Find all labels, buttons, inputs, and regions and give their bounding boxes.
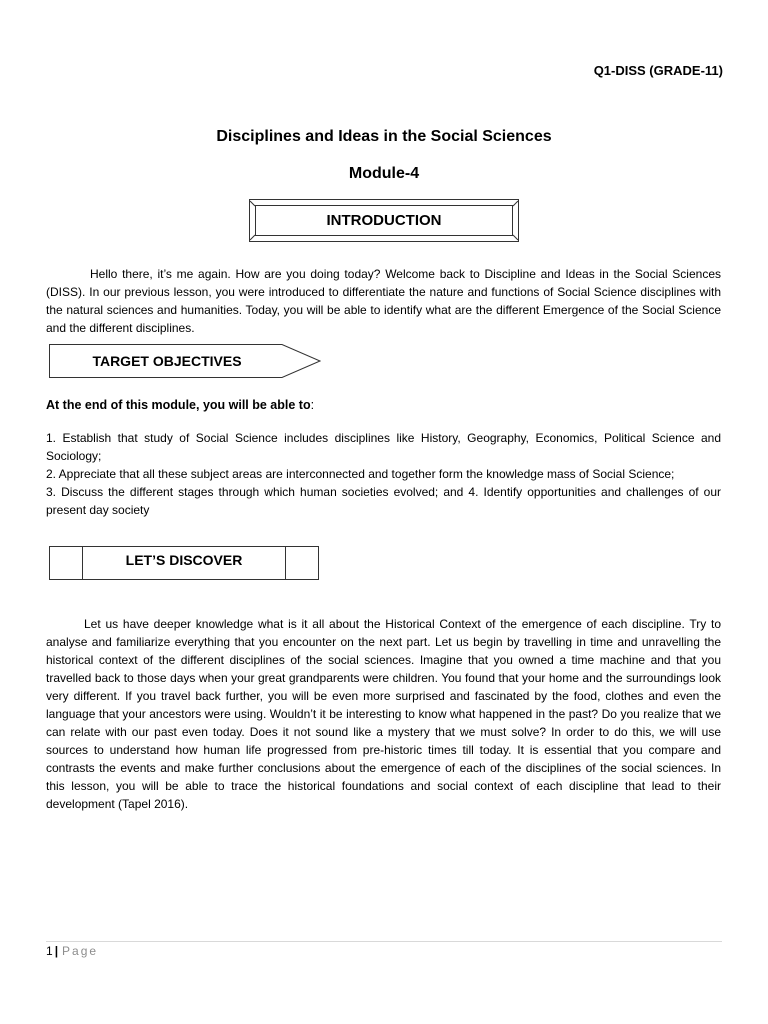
table-cell-right [285,547,318,579]
objectives-lead [46,398,314,412]
objectives-lead-text: At the end of this module, you will be able to [46,398,311,412]
page-footer [46,944,98,958]
target-objectives-arrow [49,344,321,378]
table-cell-left [50,547,83,579]
document-code: Q1-DISS (GRADE-11) [593,63,723,78]
target-objectives-heading: TARGET OBJECTIVES [92,353,242,369]
objectives-list [46,429,721,519]
lets-discover-heading-box [49,546,319,580]
document-title: Disciplines and Ideas in the Social Sciences [216,128,552,145]
lets-discover-heading: LET’S DISCOVER [125,552,243,568]
introduction-text: Hello there, it’s me again. How are you doing today? Welcome back to Discipline and Ideas in the Social Sciences (DISS). In our previous lesson, you were introduced to differentiate the nature and functions of Social Science disciplines with the natural sciences and humanities. Today, you will be able to identify what are the different Emergence of the Social Science and the different disciplines. [46,267,721,335]
page-number: 1 [46,944,53,958]
introduction-heading-box [249,199,519,242]
introduction-paragraph [46,265,721,337]
page-label: Page [62,944,99,958]
introduction-heading: INTRODUCTION [255,205,513,236]
objective-item: 2. Appreciate that all these subject areas are interconnected and together form the knowledge mass of Social Science; [46,467,675,481]
footer-separator: | [54,944,59,958]
discover-paragraph [46,615,721,813]
objective-item: 3. Discuss the different stages through which human societies evolved; and 4. Identify opportunities and challenges of our present day society [46,485,721,517]
discover-text: Let us have deeper knowledge what is it all about the Historical Context of the emergence of each discipline. Try to analyse and familiarize everything that you encounter on the next part. Let us begin by travelling in time and unravelling the historical context of the different disciplines of the social sciences. Imagine that you owned a time machine and that you travelled back to those days when your great grandparents were children. You found that your home and the surroundings look very different. If you travel back further, you will be even more surprised and fascinated by the food, clothes and even the language that your ancestors were using. Wouldn’t it be interesting to know what happened in the past? Do you realize that we can relate with our past even today. Does it not sound like a mystery that we must solve? In order to do this, we will use sources to understand how human life progressed from pre-historic times till today. It is essential that you compare and contrasts the events and make further conclusions about the emergence of each of the disciplines of the social sciences. In this lesson, you will be able to trace the historical foundations and social context of each discipline that lead to their development (Tapel 2016). [46,617,721,811]
module-label: Module-4 [348,165,420,182]
objective-item: 1. Establish that study of Social Science includes disciplines like History, Geography, Economics, Political Science and Sociology; [46,431,721,463]
footer-divider [46,941,722,942]
objectives-lead-suffix: : [310,398,315,412]
